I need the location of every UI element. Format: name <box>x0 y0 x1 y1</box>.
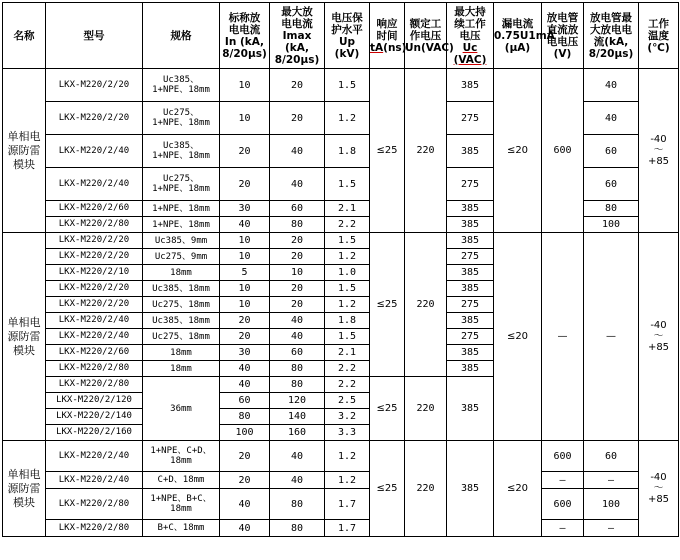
ta-cell: ≤25 <box>370 69 405 233</box>
in-cell: 40 <box>220 217 270 233</box>
uc-cell: 275 <box>447 249 494 265</box>
in-cell: 5 <box>220 265 270 281</box>
gmax-cell: 100 <box>584 489 639 520</box>
model-cell: LKX-M220/2/20 <box>46 297 143 313</box>
spec-cell: 1+NPE、18mm <box>143 201 220 217</box>
gdc-cell: 600 <box>542 441 584 472</box>
in-cell: 20 <box>220 329 270 345</box>
gmax-cell: 60 <box>584 135 639 168</box>
header-imax: 最大放 电电流 Imax (kA, 8/20μs) <box>270 3 325 69</box>
model-cell: LKX-M220/2/40 <box>46 135 143 168</box>
in-cell: 10 <box>220 249 270 265</box>
in-cell: 20 <box>220 168 270 201</box>
header-ta: 响应 时间 tA(ns) <box>370 3 405 69</box>
in-cell: 10 <box>220 281 270 297</box>
in-cell: 20 <box>220 472 270 489</box>
gmax-cell: 40 <box>584 102 639 135</box>
gmax-cell: — <box>584 520 639 537</box>
imax-cell: 40 <box>270 313 325 329</box>
header-un: 额定工 作电压 Un(VAC) <box>405 3 447 69</box>
leak-cell: ≤20 <box>494 69 542 233</box>
un-cell: 220 <box>405 377 447 441</box>
model-cell: LKX-M220/2/10 <box>46 265 143 281</box>
model-cell: LKX-M220/2/80 <box>46 489 143 520</box>
header-row <box>3 3 679 69</box>
gdc-cell: — <box>542 472 584 489</box>
in-cell: 80 <box>220 409 270 425</box>
header-in: 标称放 电电流 In (kA, 8/20μs) <box>220 3 270 69</box>
uc-cell: 385 <box>447 441 494 537</box>
gdc-cell: 600 <box>542 489 584 520</box>
gdc-cell: 600 <box>542 69 584 233</box>
model-cell: LKX-M220/2/40 <box>46 472 143 489</box>
spec-cell: C+D、18mm <box>143 472 220 489</box>
imax-cell: 20 <box>270 69 325 102</box>
spec-table <box>2 2 679 537</box>
imax-cell: 40 <box>270 135 325 168</box>
header-gdc: 放电管 直流放 电电压 (V) <box>542 3 584 69</box>
imax-cell: 160 <box>270 425 325 441</box>
model-cell: LKX-M220/2/60 <box>46 345 143 361</box>
uc-cell: 385 <box>447 265 494 281</box>
un-cell: 220 <box>405 441 447 537</box>
gmax-cell: — <box>584 472 639 489</box>
up-cell: 1.2 <box>325 297 370 313</box>
spec-cell: 18mm <box>143 345 220 361</box>
table-row <box>3 489 679 520</box>
model-cell: LKX-M220/2/20 <box>46 249 143 265</box>
up-cell: 1.0 <box>325 265 370 281</box>
gmax-cell: 80 <box>584 201 639 217</box>
header-name: 名称 <box>3 3 46 69</box>
spec-cell: Uc275、9mm <box>143 249 220 265</box>
imax-cell: 60 <box>270 345 325 361</box>
uc-cell: 385 <box>447 377 494 441</box>
uc-cell: 385 <box>447 135 494 168</box>
spec-cell: Uc385、18mm <box>143 313 220 329</box>
gmax-cell: 100 <box>584 217 639 233</box>
in-cell: 40 <box>220 377 270 393</box>
in-cell: 10 <box>220 297 270 313</box>
gmax-cell: 40 <box>584 69 639 102</box>
in-cell: 20 <box>220 441 270 472</box>
imax-cell: 40 <box>270 168 325 201</box>
imax-cell: 80 <box>270 520 325 537</box>
imax-cell: 60 <box>270 201 325 217</box>
up-cell: 2.2 <box>325 361 370 377</box>
model-cell: LKX-M220/2/40 <box>46 329 143 345</box>
model-cell: LKX-M220/2/20 <box>46 233 143 249</box>
up-cell: 3.3 <box>325 425 370 441</box>
model-cell: LKX-M220/2/20 <box>46 69 143 102</box>
spec-cell: Uc385、18mm <box>143 281 220 297</box>
spec-cell: 1+NPE、B+C、 18mm <box>143 489 220 520</box>
up-cell: 3.2 <box>325 409 370 425</box>
in-cell: 10 <box>220 102 270 135</box>
model-cell: LKX-M220/2/40 <box>46 441 143 472</box>
spec-cell: Uc385、9mm <box>143 233 220 249</box>
header-up: 电压保 护水平 Up (kV) <box>325 3 370 69</box>
up-cell: 1.7 <box>325 489 370 520</box>
imax-cell: 40 <box>270 329 325 345</box>
model-cell: LKX-M220/2/40 <box>46 313 143 329</box>
model-cell: LKX-M220/2/20 <box>46 102 143 135</box>
uc-cell: 275 <box>447 168 494 201</box>
spec-cell: 1+NPE、18mm <box>143 217 220 233</box>
header-model: 型号 <box>46 3 143 69</box>
spec-cell: B+C、18mm <box>143 520 220 537</box>
uc-cell: 275 <box>447 102 494 135</box>
spec-cell: Uc275、18mm <box>143 329 220 345</box>
uc-cell: 385 <box>447 217 494 233</box>
up-cell: 2.5 <box>325 393 370 409</box>
in-cell: 30 <box>220 201 270 217</box>
imax-cell: 120 <box>270 393 325 409</box>
ta-cell: ≤25 <box>370 441 405 537</box>
temp-cell: -40 ～ +85 <box>639 441 679 537</box>
imax-cell: 20 <box>270 281 325 297</box>
model-cell: LKX-M220/2/20 <box>46 281 143 297</box>
up-cell: 1.2 <box>325 249 370 265</box>
category-label: 单相电 源防雷 模块 <box>3 69 46 233</box>
in-cell: 40 <box>220 520 270 537</box>
spec-cell: Uc275、 1+NPE、18mm <box>143 168 220 201</box>
up-cell: 2.2 <box>325 217 370 233</box>
model-cell: LKX-M220/2/160 <box>46 425 143 441</box>
table-row <box>3 69 679 102</box>
table-row <box>3 520 679 537</box>
spec-cell: Uc385、 1+NPE、18mm <box>143 135 220 168</box>
imax-cell: 20 <box>270 249 325 265</box>
header-gmax: 放电管最 大放电电 流(kA, 8/20μs) <box>584 3 639 69</box>
spec-cell: Uc275、18mm <box>143 297 220 313</box>
imax-cell: 20 <box>270 233 325 249</box>
spec-cell: 36mm <box>143 377 220 441</box>
uc-cell: 385 <box>447 361 494 377</box>
imax-cell: 140 <box>270 409 325 425</box>
un-cell: 220 <box>405 233 447 377</box>
in-cell: 30 <box>220 345 270 361</box>
ta-cell: ≤25 <box>370 377 405 441</box>
temp-cell: -40 ～ +85 <box>639 233 679 441</box>
header-uc: 最大持 续工作 电压 Uc (VAC) <box>447 3 494 69</box>
imax-cell: 20 <box>270 102 325 135</box>
model-cell: LKX-M220/2/60 <box>46 201 143 217</box>
up-cell: 1.5 <box>325 233 370 249</box>
uc-cell: 275 <box>447 297 494 313</box>
up-cell: 1.5 <box>325 281 370 297</box>
up-cell: 2.1 <box>325 201 370 217</box>
uc-cell: 385 <box>447 233 494 249</box>
in-cell: 20 <box>220 313 270 329</box>
uc-cell: 385 <box>447 69 494 102</box>
up-cell: 1.8 <box>325 313 370 329</box>
up-cell: 1.5 <box>325 69 370 102</box>
in-cell: 10 <box>220 69 270 102</box>
ta-cell: ≤25 <box>370 233 405 377</box>
imax-cell: 40 <box>270 472 325 489</box>
imax-cell: 10 <box>270 265 325 281</box>
header-spec: 规格 <box>143 3 220 69</box>
header-leak: 漏电流 0.75U1mA (μA) <box>494 3 542 69</box>
imax-cell: 80 <box>270 489 325 520</box>
model-cell: LKX-M220/2/120 <box>46 393 143 409</box>
imax-cell: 20 <box>270 297 325 313</box>
up-cell: 2.1 <box>325 345 370 361</box>
spec-cell: 18mm <box>143 265 220 281</box>
leak-cell: ≤20 <box>494 441 542 537</box>
in-cell: 40 <box>220 489 270 520</box>
model-cell: LKX-M220/2/80 <box>46 361 143 377</box>
gmax-cell: — <box>584 233 639 441</box>
in-cell: 20 <box>220 135 270 168</box>
table-row <box>3 472 679 489</box>
uc-cell: 275 <box>447 329 494 345</box>
in-cell: 40 <box>220 361 270 377</box>
model-cell: LKX-M220/2/80 <box>46 377 143 393</box>
up-cell: 1.2 <box>325 102 370 135</box>
up-cell: 1.8 <box>325 135 370 168</box>
spec-cell: 18mm <box>143 361 220 377</box>
uc-cell: 385 <box>447 345 494 361</box>
up-cell: 1.2 <box>325 472 370 489</box>
category-label: 单相电 源防雷 模块 <box>3 233 46 441</box>
up-cell: 1.7 <box>325 520 370 537</box>
uc-cell: 385 <box>447 201 494 217</box>
up-cell: 1.5 <box>325 168 370 201</box>
imax-cell: 80 <box>270 377 325 393</box>
in-cell: 10 <box>220 233 270 249</box>
uc-cell: 385 <box>447 313 494 329</box>
un-cell: 220 <box>405 69 447 233</box>
imax-cell: 80 <box>270 217 325 233</box>
spec-cell: Uc275、 1+NPE、18mm <box>143 102 220 135</box>
imax-cell: 80 <box>270 361 325 377</box>
up-cell: 2.2 <box>325 377 370 393</box>
gdc-cell: — <box>542 233 584 441</box>
table-row <box>3 233 679 249</box>
in-cell: 60 <box>220 393 270 409</box>
header-temp: 工作 温度 (℃) <box>639 3 679 69</box>
gdc-cell: — <box>542 520 584 537</box>
spec-cell: 1+NPE、C+D、 18mm <box>143 441 220 472</box>
model-cell: LKX-M220/2/80 <box>46 520 143 537</box>
up-cell: 1.5 <box>325 329 370 345</box>
temp-cell: -40 ～ +85 <box>639 69 679 233</box>
model-cell: LKX-M220/2/40 <box>46 168 143 201</box>
spec-cell: Uc385、 1+NPE、18mm <box>143 69 220 102</box>
table-row <box>3 441 679 472</box>
imax-cell: 40 <box>270 441 325 472</box>
gmax-cell: 60 <box>584 168 639 201</box>
model-cell: LKX-M220/2/80 <box>46 217 143 233</box>
leak-cell: ≤20 <box>494 233 542 441</box>
gmax-cell: 60 <box>584 441 639 472</box>
model-cell: LKX-M220/2/140 <box>46 409 143 425</box>
up-cell: 1.2 <box>325 441 370 472</box>
category-label: 单相电 源防雷 模块 <box>3 441 46 537</box>
in-cell: 100 <box>220 425 270 441</box>
uc-cell: 385 <box>447 281 494 297</box>
